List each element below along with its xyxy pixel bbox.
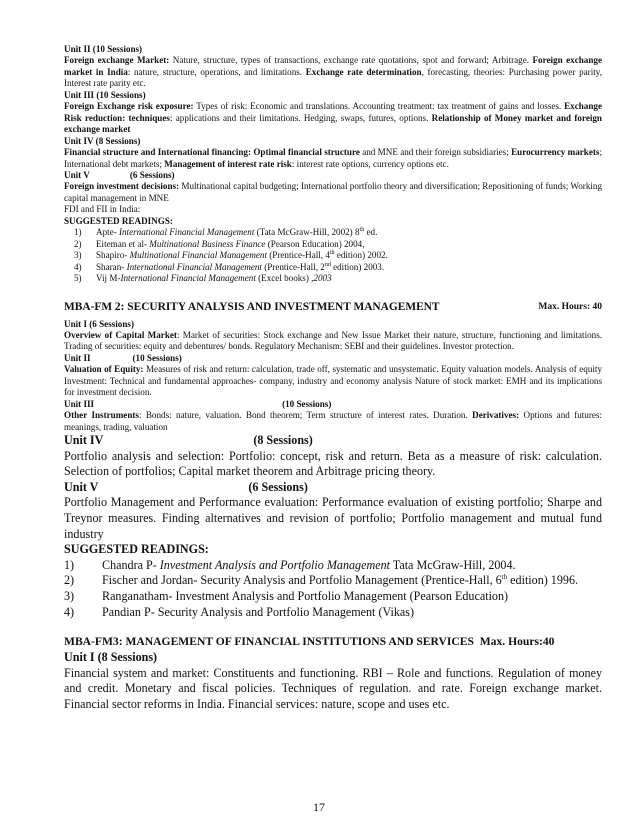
- list-item: 3) Shapiro- Multinational Financial Management (Prentice-Hall, 4th edition) 2002.: [74, 250, 388, 261]
- list-item: 4) Sharan- International Financial Management (Prentice-Hall, 2nd edition) 2003.: [74, 261, 385, 272]
- fm2-unit3-body: Other Instruments: Bonds: nature, valuation. Bond theorem; Term structure of interest rates. Duration. Derivatives: Options and futures: meanings, trading, valuation: [64, 410, 602, 432]
- list-item: 2) Fischer and Jordan- Security Analysis and Portfolio Management (Prentice-Hall, 6th edition) 1996.: [64, 573, 579, 588]
- fm1-readings-heading: SUGGESTED READINGS:: [64, 215, 173, 226]
- list-item: 2) Eiteman et al- Multinational Business Finance (Pearson Education) 2004,: [74, 238, 365, 249]
- fm3-unit1-body: Financial system and market: Constituents and functioning. RBI – Role and functions. Regulation of money and credit. Monetary and fiscal policies. Techniques of regulation. and rate. Foreign exchange market. Financial sector reforms in India. Financial services: nature, scope and uses etc.: [64, 665, 602, 711]
- list-item: 5) Vij M-International Financial Management (Excel books) ,2003: [74, 273, 332, 284]
- fm2-unit1-heading: Unit I (6 Sessions): [64, 318, 134, 329]
- fm2-title-row: [64, 299, 602, 315]
- fm2-max-hours: Max. Hours: 40: [538, 301, 602, 312]
- fm2-unit1-body: Overview of Capital Market: Market of securities: Stock exchange and New Issue Market their nature, structure, functioning and limitations. Trading of securities: equity and debentures/ bonds. Regulatory Mechanism: SEBI and their guidelines. Investor protection.: [64, 329, 603, 352]
- fm1-unit5-line2: FDI and FII in India:: [64, 204, 141, 215]
- list-item: 1) Chandra P- Investment Analysis and Portfolio Management Tata McGraw-Hill, 2004.: [64, 557, 516, 572]
- fm1-unit2-body: Foreign exchange Market: Nature, structure, types of transactions, exchange rate quotations, spot and forward; Arbitrage. Foreign exchange market in India: nature, structure, operations, and limitations. Exchange rate determination, forecasting, theories: Purchasing power parity, Interest rate parity etc.: [64, 55, 602, 89]
- fm3-unit1-heading: Unit I (8 Sessions): [64, 650, 158, 665]
- page-number: 17: [313, 800, 325, 814]
- fm1-unit4-heading: Unit IV (8 Sessions): [64, 135, 141, 146]
- fm3-max-hours: Max. Hours:40: [479, 635, 555, 649]
- fm3-title-row: [64, 634, 602, 650]
- list-item: 3) Ranganatham- Investment Analysis and Portfolio Management (Pearson Education): [64, 588, 509, 603]
- fm1-continuation: [64, 44, 602, 285]
- fm2-unit4-heading: Unit IV (8 Sessions): [64, 433, 313, 448]
- fm3-section: [64, 634, 602, 712]
- fm2-readings-list: [64, 558, 602, 620]
- fm2-title: MBA-FM 2: SECURITY ANALYSIS AND INVESTMENT MANAGEMENT: [64, 300, 440, 313]
- fm2-unit2-body: Valuation of Equity: Measures of risk and return: calculation, trade off, systematic and unsystematic. Equity valuation models. Analysis of equity Investment: Technical and fundamental approaches- company, industry and economy analysis Nature of stock market: EMH and its implications for investment decision.: [64, 364, 602, 398]
- fm1-unit2-heading: Unit II (10 Sessions): [64, 44, 143, 54]
- fm2-readings-heading: SUGGESTED READINGS:: [64, 542, 209, 557]
- fm1-unit5-body: Foreign investment decisions: Multinational capital budgeting; International portfolio theory and diversification; Repositioning of funds; Working capital management in MNE: [64, 181, 603, 203]
- fm1-unit4-body: Financial structure and International financing: Optimal financial structure and MNE and their foreign subsidiaries; Eurocurrency markets; International debt markets; Management of interest rate risk: interest rate options, currency options etc.: [64, 147, 602, 169]
- fm2-unit3-heading: Unit III (10 Sessions): [64, 398, 332, 409]
- list-item: 4) Pandian P- Security Analysis and Portfolio Management (Vikas): [64, 604, 414, 619]
- fm3-title: MBA-FM3: MANAGEMENT OF FINANCIAL INSTITUTIONS AND SERVICES: [64, 635, 474, 649]
- fm1-unit3-heading: Unit III (10 Sessions): [64, 89, 146, 100]
- fm1-unit3-body: Foreign Exchange risk exposure: Types of risk: Economic and translations. Accounting treatment: tax treatment of gains and losses. Exchange Risk reduction: techniques: applications and their limitations. Hedging, swaps, futures, options. Relationship of Money market and foreign exchange market: [64, 101, 602, 135]
- fm1-readings-list: [64, 227, 602, 284]
- list-item: 1) Apte- International Financial Management (Tata McGraw-Hill, 2002) 8th ed.: [74, 227, 378, 238]
- fm2-unit5-body: Portfolio Management and Performance evaluation: Performance evaluation of existing portfolio; Sharpe and Treynor measures. Finding alternatives and revision of portfolio; Portfolio management and mutual fund industry: [64, 495, 602, 541]
- fm2-section: [64, 299, 602, 621]
- fm1-unit5-heading: Unit V (6 Sessions): [64, 169, 175, 180]
- fm2-unit2-heading: Unit II (10 Sessions): [64, 352, 182, 363]
- document-page: [64, 44, 602, 713]
- fm2-unit4-body: Portfolio analysis and selection: Portfolio: concept, risk and return. Beta as a measure of risk: calculation. Selection of portfolios; Capital market theorem and Arbitrage pricing theory.: [64, 448, 602, 479]
- fm2-unit5-heading: Unit V (6 Sessions): [64, 479, 308, 494]
